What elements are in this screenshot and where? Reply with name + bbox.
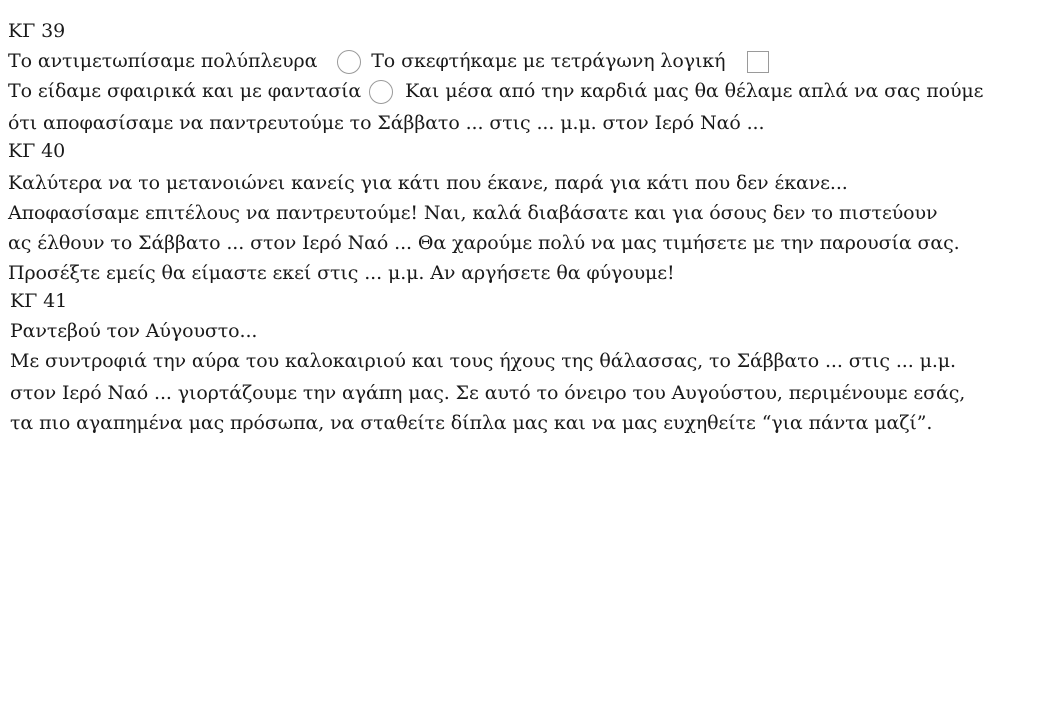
section-code-39: ΚΓ 39 bbox=[8, 20, 66, 42]
square-outline-icon bbox=[747, 51, 769, 73]
section-39-line-1-text-a: Το αντιμετωπίσαμε πολύπλευρα bbox=[8, 50, 318, 72]
section-41-line-3: στον Ιερό Ναό ... γιορτάζουμε την αγάπη μας. Σε αυτό το όνειρο του Αυγούστου, περιμένουμε εσάς, bbox=[10, 382, 966, 404]
section-39-line-3: ότι αποφασίσαμε να παντρευτούμε το Σάββατο ... στις ... μ.μ. στον Ιερό Ναό ... bbox=[8, 112, 765, 134]
section-39-line-2-text-b: Και μέσα από την καρδιά μας θα θέλαμε απλά να σας πούμε bbox=[405, 80, 984, 102]
circle-outline-icon bbox=[369, 80, 393, 104]
section-39-line-1-text-b: Το σκεφτήκαμε με τετράγωνη λογική bbox=[371, 50, 726, 72]
section-40-line-4: Προσέξτε εμείς θα είμαστε εκεί στις ... μ.μ. Αν αργήσετε θα φύγουμε! bbox=[8, 262, 675, 284]
section-40-line-1: Καλύτερα να το μετανοιώνει κανείς για κάτι που έκανε, παρά για κάτι που δεν έκανε... bbox=[8, 172, 848, 194]
section-41-line-4: τα πιο αγαπημένα μας πρόσωπα, να σταθείτε δίπλα μας και να μας ευχηθείτε “για πάντα μαζί”. bbox=[10, 412, 933, 434]
circle-outline-icon bbox=[337, 50, 361, 74]
section-39-line-1 bbox=[8, 48, 769, 74]
section-41-line-1: Ραντεβού τον Αύγουστο... bbox=[10, 320, 258, 342]
section-code-40: ΚΓ 40 bbox=[8, 140, 66, 162]
section-code-41: ΚΓ 41 bbox=[10, 290, 68, 312]
section-39-line-2 bbox=[8, 78, 983, 104]
section-41-line-2: Με συντροφιά την αύρα του καλοκαιριού και τους ήχους της θάλασσας, το Σάββατο ... στις ... μ.μ. bbox=[10, 350, 956, 372]
section-39-line-2-text-a: Το είδαμε σφαιρικά και με φαντασία bbox=[8, 80, 362, 102]
section-40-line-3: ας έλθουν το Σάββατο ... στον Ιερό Ναό ... Θα χαρούμε πολύ να μας τιμήσετε με την παρουσία σας. bbox=[8, 232, 960, 254]
section-40-line-2: Αποφασίσαμε επιτέλους να παντρευτούμε! Ναι, καλά διαβάσατε και για όσους δεν το πιστεύουν bbox=[8, 202, 938, 224]
